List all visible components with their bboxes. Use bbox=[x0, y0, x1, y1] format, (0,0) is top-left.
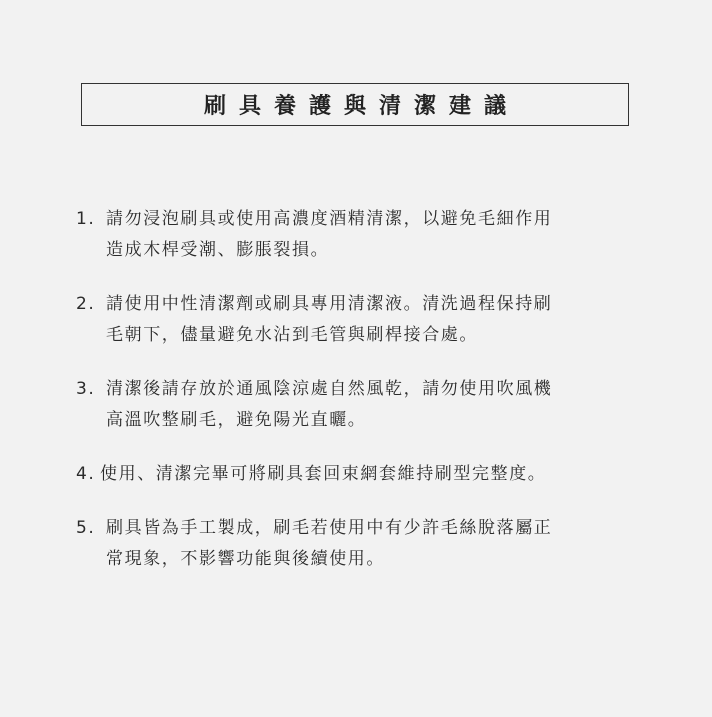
item-line: 常現象，不影響功能與後續使用。 bbox=[106, 549, 385, 569]
item-number: 1. bbox=[76, 209, 96, 229]
item-number: 4. bbox=[76, 464, 96, 484]
item-text bbox=[76, 204, 646, 266]
item-line: 毛朝下，儘量避免水沾到毛管與刷桿接合處。 bbox=[106, 325, 478, 345]
list-item bbox=[76, 513, 646, 575]
item-line: 造成木桿受潮、膨脹裂損。 bbox=[106, 240, 330, 260]
list-item bbox=[76, 289, 646, 351]
item-line: 清潔後請存放於通風陰涼處自然風乾，請勿使用吹風機 bbox=[106, 379, 553, 399]
list-item bbox=[76, 374, 646, 436]
item-text bbox=[76, 289, 646, 351]
list-item bbox=[76, 204, 646, 266]
item-number: 5. bbox=[76, 518, 96, 538]
item-line: 請使用中性清潔劑或刷具專用清潔液。清洗過程保持刷 bbox=[106, 294, 553, 314]
care-instructions-list bbox=[76, 204, 646, 598]
item-line: 高溫吹整刷毛，避免陽光直曬。 bbox=[106, 410, 367, 430]
title-box bbox=[81, 83, 629, 126]
item-line: 刷具皆為手工製成，刷毛若使用中有少許毛絲脫落屬正 bbox=[106, 518, 553, 538]
page-title: 刷具養護與清潔建議 bbox=[203, 94, 519, 119]
item-number: 2. bbox=[76, 294, 96, 314]
list-item bbox=[76, 459, 646, 490]
item-text bbox=[76, 374, 646, 436]
item-text bbox=[76, 513, 646, 575]
item-line: 使用、清潔完畢可將刷具套回束網套維持刷型完整度。 bbox=[100, 464, 547, 484]
item-number: 3. bbox=[76, 379, 96, 399]
item-line: 請勿浸泡刷具或使用高濃度酒精清潔，以避免毛細作用 bbox=[106, 209, 553, 229]
item-text bbox=[76, 459, 646, 490]
